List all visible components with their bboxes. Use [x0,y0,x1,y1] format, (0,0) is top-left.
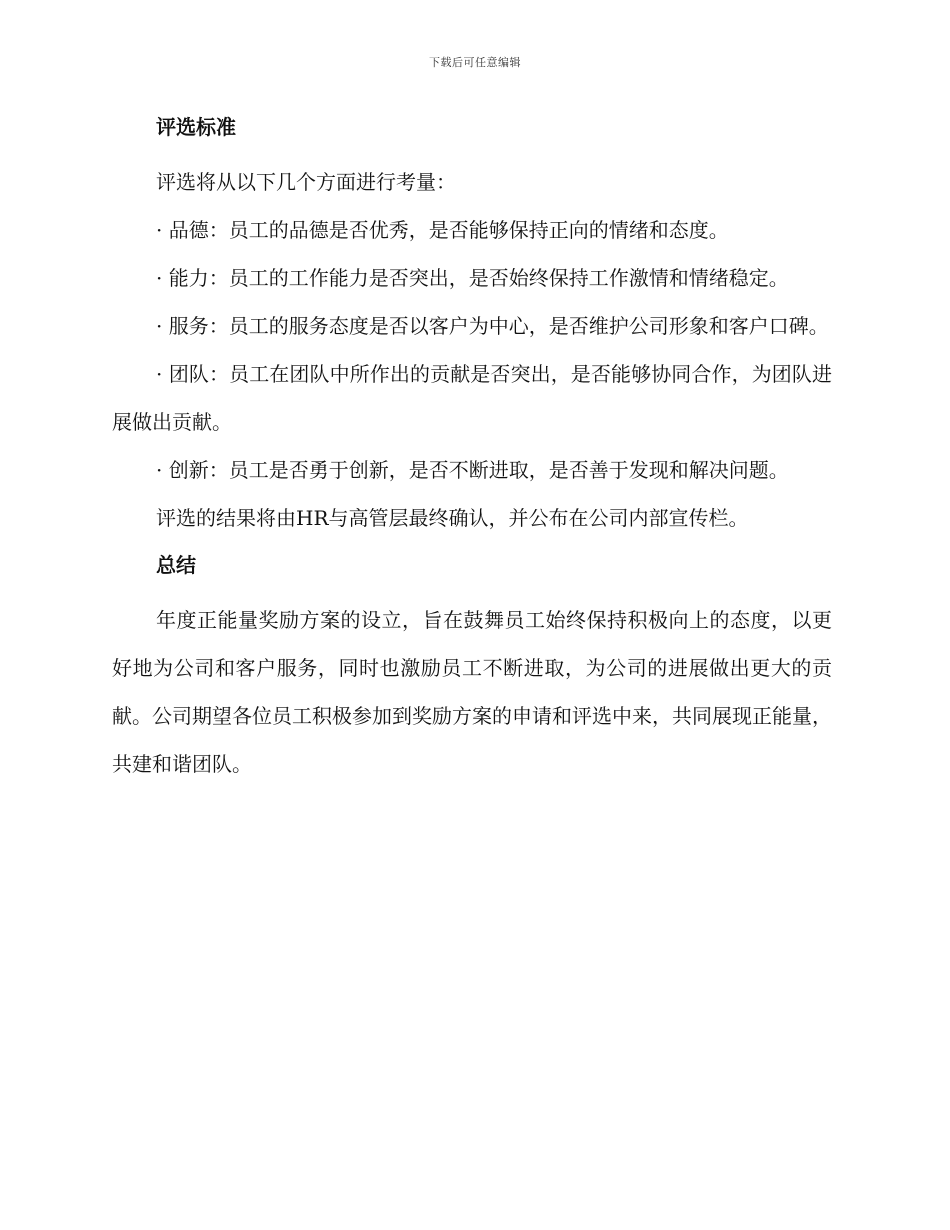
criteria-item-character: · 品德：员工的品德是否优秀，是否能够保持正向的情绪和态度。 [156,218,729,242]
criteria-item-service: · 服务：员工的服务态度是否以客户为中心，是否维护公司形象和客户口碑。 [156,314,829,338]
header-note: 下载后可任意编辑 [429,56,521,69]
criteria-intro: 评选将从以下几个方面进行考量： [156,170,456,194]
criteria-closing: 评选的结果将由HR与高管层最终确认，并公布在公司内部宣传栏。 [156,506,749,530]
section-heading-criteria: 评选标准 [156,115,236,139]
criteria-item-team: · 团队：员工在团队中所作出的贡献是否突出，是否能够协同合作，为团队进展做出贡献。 [112,362,832,434]
criteria-item-ability: · 能力：员工的工作能力是否突出，是否始终保持工作激情和情绪稳定。 [156,266,789,290]
summary-paragraph: 年度正能量奖励方案的设立，旨在鼓舞员工始终保持积极向上的态度，以更好地为公司和客户服务，同时也激励员工不断进取，为公司的进展做出更大的贡献。公司期望各位员工积极参加到奖励方案的申请和评选中来，共同展现正能量，共建和谐团队。 [112,608,832,776]
document-content [112,110,832,788]
section-heading-summary: 总结 [156,553,196,577]
criteria-item-innovation: · 创新：员工是否勇于创新，是否不断进取，是否善于发现和解决问题。 [156,458,789,482]
